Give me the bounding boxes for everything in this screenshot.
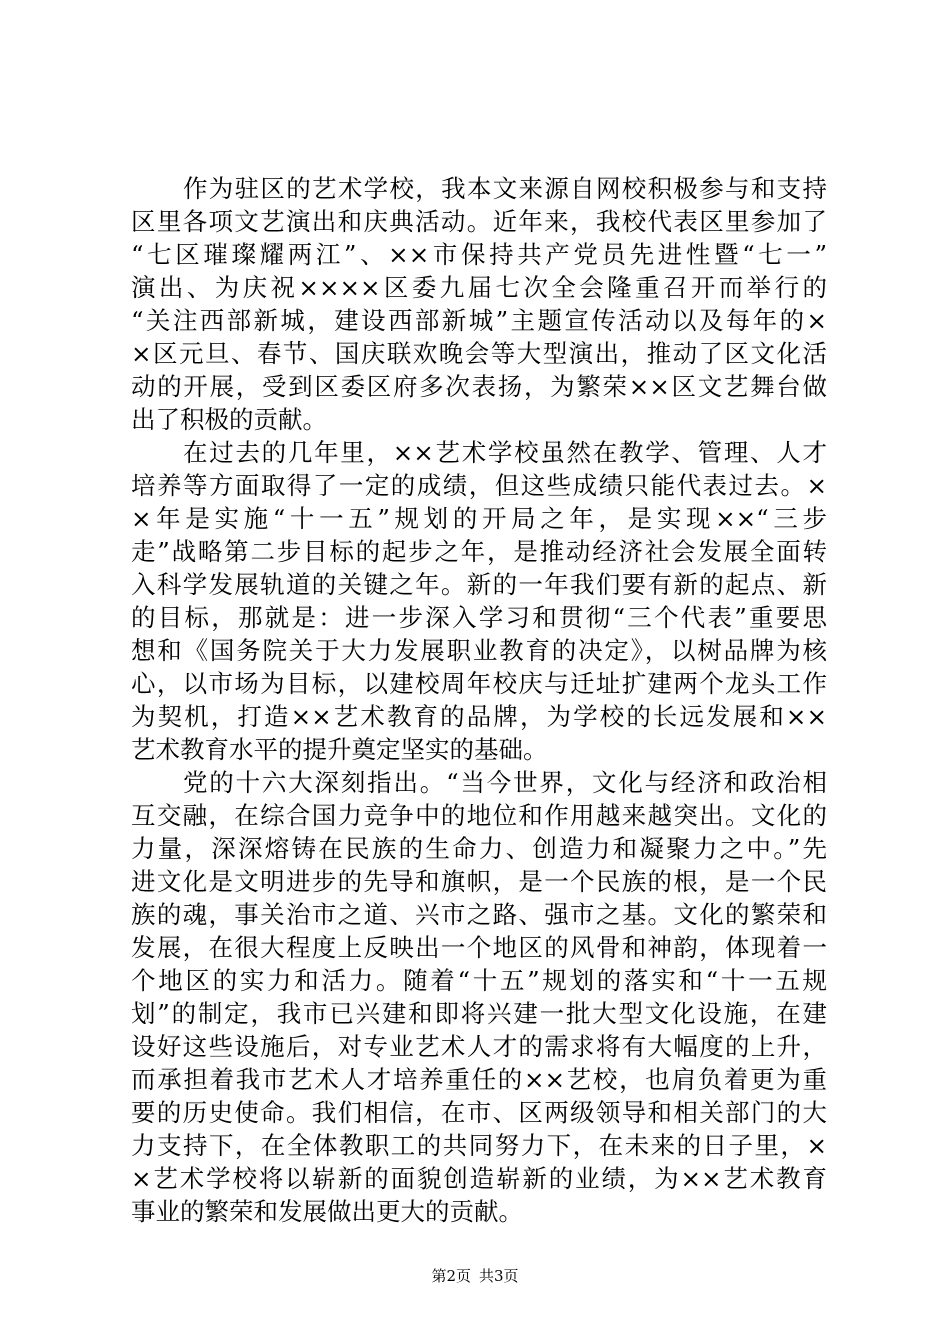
paragraph-line: 在过去的几年里，××艺术学校虽然在教学、管理、人才 (183, 438, 827, 467)
paragraph-line: “七区璀璨耀两江”、××市保持共产党员先进性暨“七一” (131, 240, 827, 269)
paragraph-line: 设好这些设施后，对专业艺术人才的需求将有大幅度的上升， (131, 1032, 827, 1061)
paragraph-line: 的目标，那就是：进一步深入学习和贯彻“三个代表”重要思 (131, 603, 827, 632)
paragraph-line: 区里各项文艺演出和庆典活动。近年来，我校代表区里参加了 (131, 207, 827, 236)
paragraph-line: 演出、为庆祝××××区委九届七次全会隆重召开而举行的 (131, 273, 827, 302)
paragraph-line: ×区元旦、春节、国庆联欢晚会等大型演出，推动了区文化活 (131, 339, 827, 368)
paragraph-line: 要的历史使命。我们相信，在市、区两级领导和相关部门的大 (131, 1098, 827, 1127)
paragraph-line: ×年是实施“十一五”规划的开局之年，是实现××“三步 (131, 504, 827, 533)
paragraph-line: 个地区的实力和活力。随着“十五”规划的落实和“十一五规 (131, 966, 827, 995)
paragraph-line: 艺术教育水平的提升奠定坚实的基础。 (131, 735, 548, 764)
paragraph-line: 进文化是文明进步的先导和旗帜，是一个民族的根，是一个民 (131, 867, 827, 896)
paragraph-line: ×艺术学校将以崭新的面貌创造崭新的业绩，为××艺术教育 (131, 1164, 827, 1193)
paragraph-line: 走”战略第二步目标的起步之年，是推动经济社会发展全面转 (131, 537, 827, 566)
paragraph-line: 为契机，打造××艺术教育的品牌，为学校的长远发展和×× (131, 702, 827, 731)
paragraph-line: 发展，在很大程度上反映出一个地区的风骨和神韵，体现着一 (131, 933, 827, 962)
page-number-total: 共3页 (479, 1267, 519, 1285)
paragraph-line: 互交融，在综合国力竞争中的地位和作用越来越突出。文化的 (131, 801, 827, 830)
paragraph (131, 436, 827, 766)
paragraph-line: 力量，深深熔铸在民族的生命力、创造力和凝聚力之中。”先 (131, 834, 827, 863)
paragraph-line: 作为驻区的艺术学校，我本文来源自网校积极参与和支持 (183, 174, 827, 203)
paragraph (131, 172, 827, 436)
paragraph-line: 培养等方面取得了一定的成绩，但这些成绩只能代表过去。× (131, 471, 827, 500)
paragraph-line: 力支持下，在全体教职工的共同努力下，在未来的日子里，× (131, 1131, 827, 1160)
paragraph-line: 而承担着我市艺术人才培养重任的××艺校，也肩负着更为重 (131, 1065, 827, 1094)
paragraph-line: 入科学发展轨道的关键之年。新的一年我们要有新的起点、新 (131, 570, 827, 599)
paragraph-line: 心，以市场为目标，以建校周年校庆与迁址扩建两个龙头工作 (131, 669, 827, 698)
paragraph-line: “关注西部新城，建设西部新城”主题宣传活动以及每年的× (131, 306, 827, 335)
document-body (131, 172, 827, 1228)
paragraph-line: 党的十六大深刻指出。“当今世界，文化与经济和政治相 (183, 768, 827, 797)
page-footer (0, 1266, 950, 1286)
paragraph-line: 族的魂，事关治市之道、兴市之路、强市之基。文化的繁荣和 (131, 900, 827, 929)
paragraph-line: 动的开展，受到区委区府多次表扬，为繁荣××区文艺舞台做 (131, 372, 827, 401)
paragraph-line: 划”的制定，我市已兴建和即将兴建一批大型文化设施，在建 (131, 999, 827, 1028)
paragraph-line: 想和《国务院关于大力发展职业教育的决定》，以树品牌为核 (131, 636, 827, 665)
paragraph-line: 事业的繁荣和发展做出更大的贡献。 (131, 1197, 523, 1226)
paragraph-line: 出了积极的贡献。 (131, 405, 327, 434)
paragraph (131, 766, 827, 1228)
page-number-current: 第2页 (431, 1267, 471, 1285)
